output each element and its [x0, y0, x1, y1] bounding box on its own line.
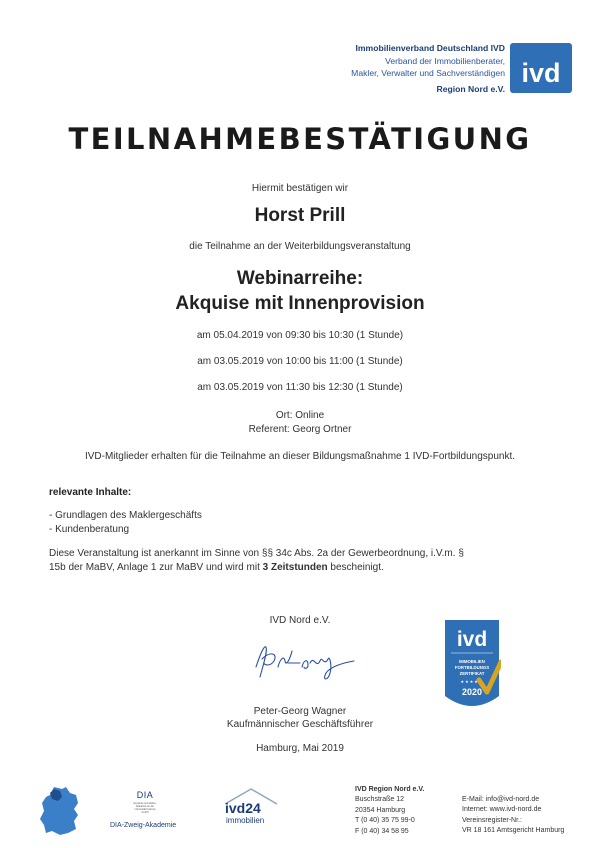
event-title-line2: Akquise mit Innenprovision	[175, 293, 425, 314]
footer-contact	[462, 795, 564, 837]
session-3: am 03.05.2019 von 11:30 bis 12:30 (1 Stunde)	[197, 382, 403, 393]
footer-street: Buschstraße 12	[355, 796, 405, 804]
footer-register: Vereinsregister-Nr.:	[462, 816, 522, 824]
signer-block	[200, 705, 400, 731]
contents-item: - Kundenberatung	[49, 524, 130, 535]
signature-image	[250, 637, 360, 685]
recognition-hours: 3 Zeitstunden	[262, 562, 328, 573]
signer-name: Peter-Georg Wagner	[253, 706, 347, 717]
points-text: IVD-Mitglieder erhalten für die Teilnahme an dieser Bildungsmaßnahme 1 IVD-Fortbildungspunkt.	[84, 451, 516, 462]
document-title: TEILNAHMEBESTÄTIGUNG	[68, 122, 532, 156]
contents-section	[49, 486, 559, 537]
participation-text: die Teilnahme an der Weiterbildungsveranstaltung	[189, 241, 411, 252]
org-name: Immobilienverband Deutschland IVD	[355, 43, 505, 53]
badge-stars: ★★★★★	[460, 679, 484, 684]
participant-name: Horst Prill	[254, 205, 346, 226]
recognition-line2-post: bescheinigt.	[327, 562, 384, 573]
contents-item: - Grundlagen des Maklergeschäfts	[49, 510, 202, 521]
footer-register-nr: VR 18 161 Amtsgericht Hamburg	[462, 827, 565, 835]
badge-line2: FORTBILDUNGS	[454, 665, 490, 670]
recognition-text	[49, 547, 559, 575]
germany-map-icon	[38, 785, 82, 837]
speaker-text: Referent: Georg Ortner	[248, 424, 352, 435]
signature-org: IVD Nord e.V.	[269, 615, 331, 626]
ivd24-logo	[221, 786, 281, 830]
footer-phone: T (0 40) 35 75 99-0	[355, 817, 415, 825]
recognition-line2	[49, 561, 559, 575]
footer-fax: F (0 40) 34 58 95	[355, 827, 409, 835]
org-region: Region Nord e.V.	[436, 83, 505, 94]
session-1: am 05.04.2019 von 09:30 bis 10:30 (1 Stunde)	[196, 330, 404, 341]
footer-address	[355, 785, 424, 837]
dia-logo-text: DIA	[136, 790, 154, 800]
contents-heading: relevante Inhalte:	[49, 487, 132, 498]
event-title-line1: Webinarreihe:	[236, 268, 364, 289]
location-text: Ort: Online	[275, 410, 325, 421]
header-org-block	[351, 42, 505, 95]
confirm-text: Hiermit bestätigen wir	[251, 183, 349, 194]
signer-role: Kaufmännischer Geschäftsführer	[226, 719, 374, 730]
org-subtitle-line1: Verband der Immobilienberater,	[385, 55, 505, 66]
dia-logo-subtext: Deutsche Immobilien-Akademie an der Universität Freiburg GmbH	[133, 802, 157, 814]
badge-line3: ZERTIFIKAT	[459, 671, 485, 676]
ivd24-text: ivd24	[225, 800, 261, 816]
footer-org: IVD Region Nord e.V.	[355, 786, 425, 793]
ivd24-subtext: immobilien	[226, 816, 265, 825]
badge-logo-text: ivd	[456, 628, 488, 651]
footer-web: Internet: www.ivd-nord.de	[462, 806, 542, 814]
dia-logo	[132, 790, 158, 814]
org-subtitle-line2: Makler, Verwalter und Sachverständigen	[351, 68, 505, 78]
badge-year: 2020	[461, 687, 483, 697]
footer-email: E-Mail: info@ivd-nord.de	[462, 796, 540, 803]
place-date: Hamburg, Mai 2019	[256, 743, 344, 754]
certificate-badge	[443, 618, 501, 716]
recognition-line1: Diese Veranstaltung ist anerkannt im Sinne von §§ 34c Abs. 2a der Gewerbeordnung, i.V.m. §	[49, 548, 464, 559]
event-title	[0, 266, 600, 316]
recognition-line2-pre: 15b der MaBV, Anlage 1 zur MaBV und wird mit	[49, 562, 263, 573]
badge-line1: IMMOBILIEN	[459, 659, 485, 664]
footer-city: 20354 Hamburg	[355, 806, 406, 814]
ivd-logo	[510, 43, 572, 93]
session-2: am 03.05.2019 von 10:00 bis 11:00 (1 Stunde)	[197, 356, 403, 367]
ivd-logo-text: ivd	[521, 58, 561, 88]
dia-akademie-label: DIA-Zweig-Akademie	[110, 822, 177, 829]
